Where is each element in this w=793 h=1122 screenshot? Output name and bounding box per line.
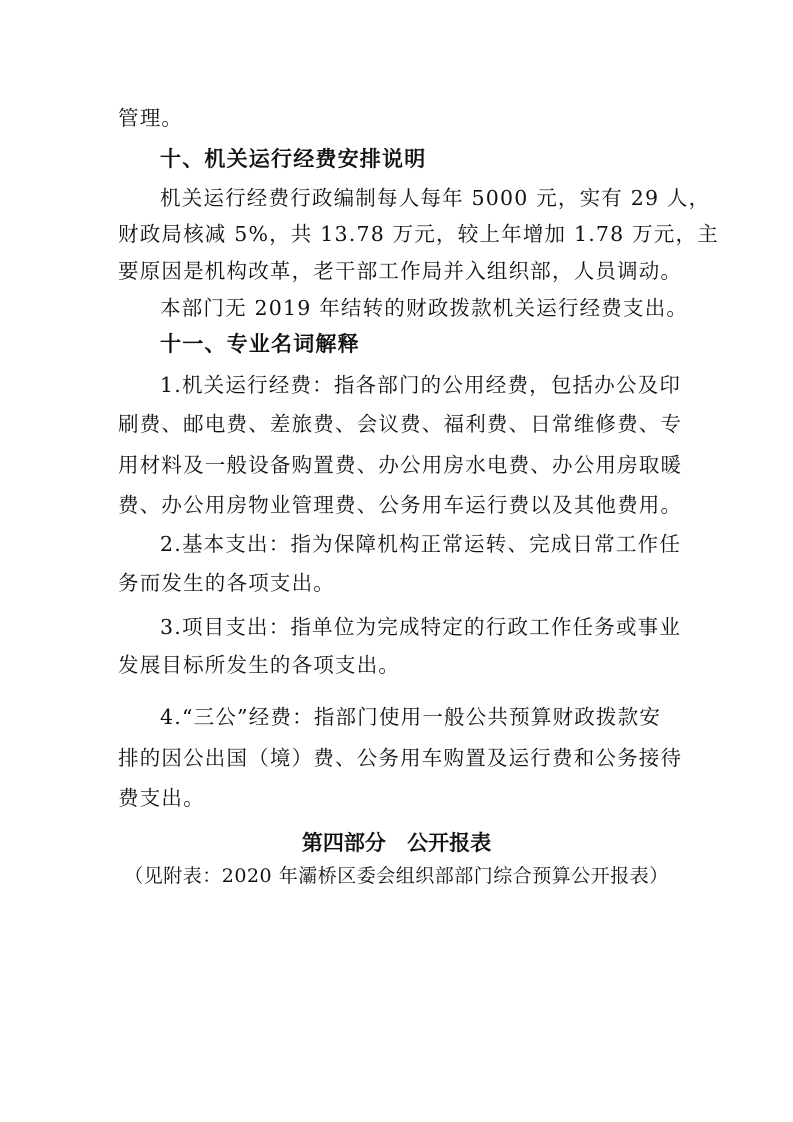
paragraph-line: 发展目标所发生的各项支出。	[118, 653, 401, 677]
paragraph-line: 1.机关运行经费：指各部门的公用经费，包括办公及印	[160, 373, 682, 397]
paragraph-line: 机关运行经费行政编制每人每年 5000 元，实有 29 人，	[160, 186, 711, 210]
paragraph-line: 3.项目支出：指单位为完成特定的行政工作任务或事业	[160, 615, 682, 639]
paragraph-line: 要原因是机构改革，老干部工作局并入组织部，人员调动。	[118, 259, 683, 283]
section-heading-10: 十、机关运行经费安排说明	[160, 147, 427, 171]
section-heading-11: 十一、专业名词解释	[160, 332, 360, 356]
attachment-note: （见附表：2020 年灞桥区委会组织部部门综合预算公开报表）	[124, 865, 669, 887]
paragraph-line: 费、办公用房物业管理费、公务用车运行费以及其他费用。	[118, 493, 683, 517]
paragraph-line: 务而发生的各项支出。	[118, 571, 335, 595]
paragraph-line: 4.“三公”经费：指部门使用一般公共预算财政拨款安	[160, 705, 662, 729]
part-title: 第四部分 公开报表	[301, 831, 492, 855]
paragraph-line: 2.基本支出：指为保障机构正常运转、完成日常工作任	[160, 532, 682, 556]
paragraph-line: 费支出。	[118, 786, 205, 810]
paragraph-line: 刷费、邮电费、差旅费、会议费、福利费、日常维修费、专	[118, 412, 683, 436]
paragraph-line: 排的因公出国（境）费、公务用车购置及运行费和公务接待	[118, 746, 683, 770]
paragraph-line: 管理。	[118, 106, 184, 130]
paragraph-line: 财政局核减 5%，共 13.78 万元，较上年增加 1.78 万元，主	[118, 222, 719, 246]
paragraph-line: 用材料及一般设备购置费、办公用房水电费、办公用房取暖	[118, 453, 683, 477]
paragraph-line: 本部门无 2019 年结转的财政拨款机关运行经费支出。	[160, 296, 689, 320]
